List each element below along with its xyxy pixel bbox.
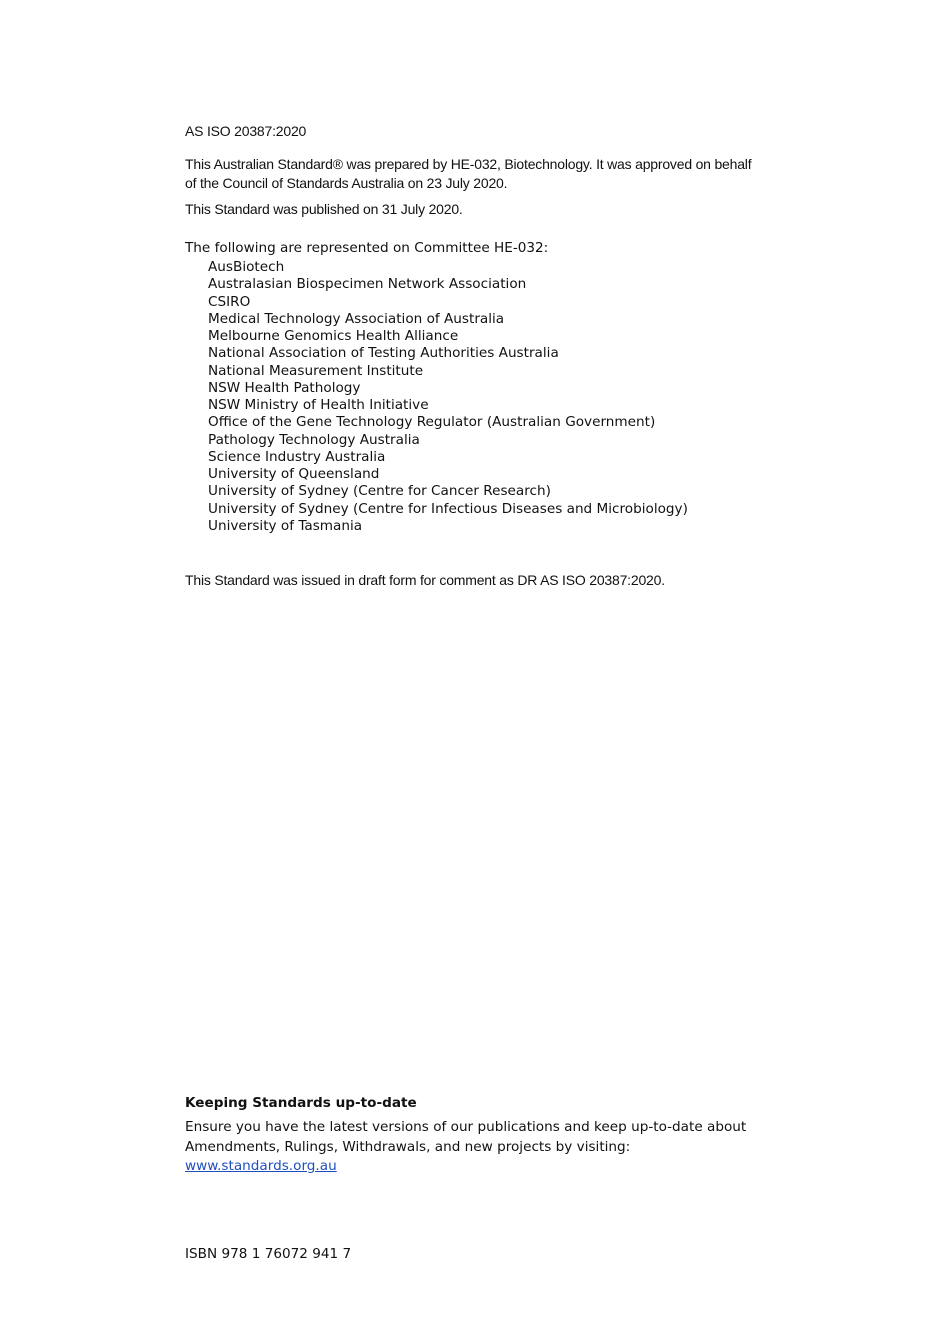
committee-intro: The following are represented on Committee HE-032: [185, 240, 549, 256]
standards-website-link[interactable]: www.standards.org.au [185, 1158, 337, 1174]
document-identifier: AS ISO 20387:2020 [185, 123, 307, 139]
committee-member: NSW Health Pathology [208, 379, 361, 396]
committee-member: University of Sydney (Centre for Cancer Research) [208, 483, 551, 500]
committee-member: University of Queensland [208, 466, 380, 482]
isbn: ISBN 978 1 76072 941 7 [185, 1246, 352, 1262]
committee-member: AusBiotech [208, 259, 285, 275]
committee-member: University of Tasmania [208, 517, 363, 534]
committee-member: National Association of Testing Authorities Australia [208, 345, 559, 362]
committee-member: Pathology Technology Australia [208, 431, 420, 448]
committee-member: Medical Technology Association of Australia [208, 310, 505, 327]
committee-member: Office of the Gene Technology Regulator (Australian Government) [208, 414, 656, 431]
keeping-up-to-date-heading: Keeping Standards up-to-date [185, 1095, 417, 1111]
committee-member: National Measurement Institute [208, 362, 424, 379]
committee-member: NSW Ministry of Health Initiative [208, 397, 429, 413]
committee-member: Science Industry Australia [208, 448, 386, 465]
committee-member-list [208, 259, 688, 535]
committee-member: Melbourne Genomics Health Alliance [208, 328, 459, 344]
committee-member: CSIRO [208, 293, 251, 310]
draft-statement: This Standard was issued in draft form for comment as DR AS ISO 20387:2020. [185, 572, 665, 588]
preparation-statement: This Australian Standard® was prepared by HE-032, Biotechnology. It was approved on behalf of the Council of Standards Australia on 23 July 2020. [185, 156, 752, 191]
committee-member: Australasian Biospecimen Network Association [208, 276, 527, 293]
publication-statement: This Standard was published on 31 July 2020. [185, 201, 463, 217]
keeping-up-to-date-body [185, 1118, 785, 1177]
committee-member: University of Sydney (Centre for Infectious Diseases and Microbiology) [208, 500, 688, 517]
keeping-up-to-date-text: Ensure you have the latest versions of our publications and keep up-to-date about Amendments, Rulings, Withdrawals, and new projects by visiting: [185, 1119, 747, 1155]
